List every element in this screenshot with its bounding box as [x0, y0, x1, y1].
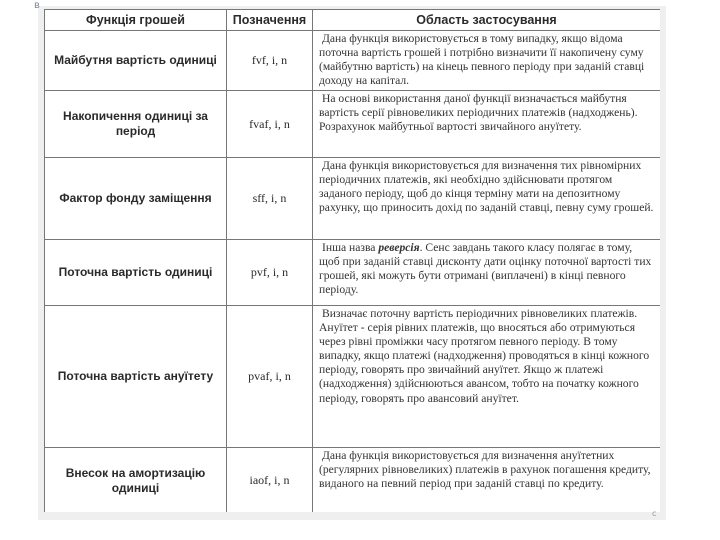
- table-row: [45, 31, 661, 91]
- scroll-mark: c: [652, 509, 657, 518]
- table-row: [45, 306, 661, 448]
- function-name: Поточна вартість одиниці: [45, 240, 227, 306]
- function-name: Поточна вартість ануїтету: [45, 306, 227, 448]
- function-notation: fvf, i, n: [227, 31, 313, 91]
- function-description: [313, 91, 661, 158]
- description-text: Дана функція використовується для визначення тих рівномірних періодичних платежів, які необхідно здійснювати протягом заданого періоду, щоб до кінця терміну мати на депозитному рахунку, що приносить дохід по заданій ставці, певну суму грошей.: [319, 159, 654, 215]
- header-function: Функція грошей: [45, 10, 227, 31]
- function-description: [313, 240, 661, 306]
- function-description: [313, 31, 661, 91]
- description-text: Визначає поточну вартість періодичних рівновеликих платежів. Ануїтет - серія рівних платежів, що вносяться або отримуються через рівні проміжки часу протягом певного періоду. В тому випадку, якщо платежі (надходження) проводяться в кінці кожного періоду, говорять про звичайний ануїтет. Якщо ж платежі (надходження) здійснюються авансом, тобто на початку кожного періоду, говорять про авансовий ануїтет.: [319, 307, 650, 405]
- function-notation: iaof, i, n: [227, 448, 313, 513]
- table-header-row: [45, 10, 661, 31]
- function-description: [313, 306, 661, 448]
- description-text: Дана функція використовується в тому випадку, якщо відома поточна вартість грошей і потрібно визначити її накопичену суму (майбутню вартість) на кінець певного періоду при заданій ставці доходу на капітал.: [319, 32, 645, 88]
- corner-mark: в: [34, 0, 40, 11]
- description-prefix: Інша назва: [322, 241, 379, 254]
- header-notation: Позначення: [227, 10, 313, 31]
- function-notation: sff, i, n: [227, 158, 313, 240]
- function-description: [313, 448, 661, 513]
- function-notation: fvaf, i, n: [227, 91, 313, 158]
- function-name: Фактор фонду заміщення: [45, 158, 227, 240]
- table-row: [45, 240, 661, 306]
- table-row: [45, 158, 661, 240]
- table-row: [45, 91, 661, 158]
- description-suffix: . Сенс завдань такого класу полягає в тому, щоб при заданій ставці дисконту дати оцінку поточної вартості тих грошей, які можуть бути отримані (виплачені) в кінці певного періоду.: [319, 241, 652, 297]
- money-functions-table: [44, 9, 660, 512]
- function-name: Внесок на амортизацію одиниці: [45, 448, 227, 513]
- header-scope: Область застосування: [313, 10, 661, 31]
- description-text: На основі використання даної функції визначається майбутня вартість серії рівновеликих періодичних платежів (надходжень). Розрахунок майбутньої вартості звичайного ануїтету.: [319, 92, 638, 134]
- description-text: Дана функція використовується для визначення ануїтетних (регулярних рівновеликих) платежів в рахунок погашення кредиту, виданого на певний період при заданій ставці по кредиту.: [319, 449, 651, 491]
- table-row: [45, 448, 661, 513]
- function-name: Накопичення одиниці за період: [45, 91, 227, 158]
- function-notation: pvf, i, n: [227, 240, 313, 306]
- function-name: Майбутня вартість одиниці: [45, 31, 227, 91]
- description-emphasis: реверсія: [378, 241, 420, 254]
- function-notation: pvaf, i, n: [227, 306, 313, 448]
- money-functions-table-container: [44, 9, 660, 512]
- function-description: [313, 158, 661, 240]
